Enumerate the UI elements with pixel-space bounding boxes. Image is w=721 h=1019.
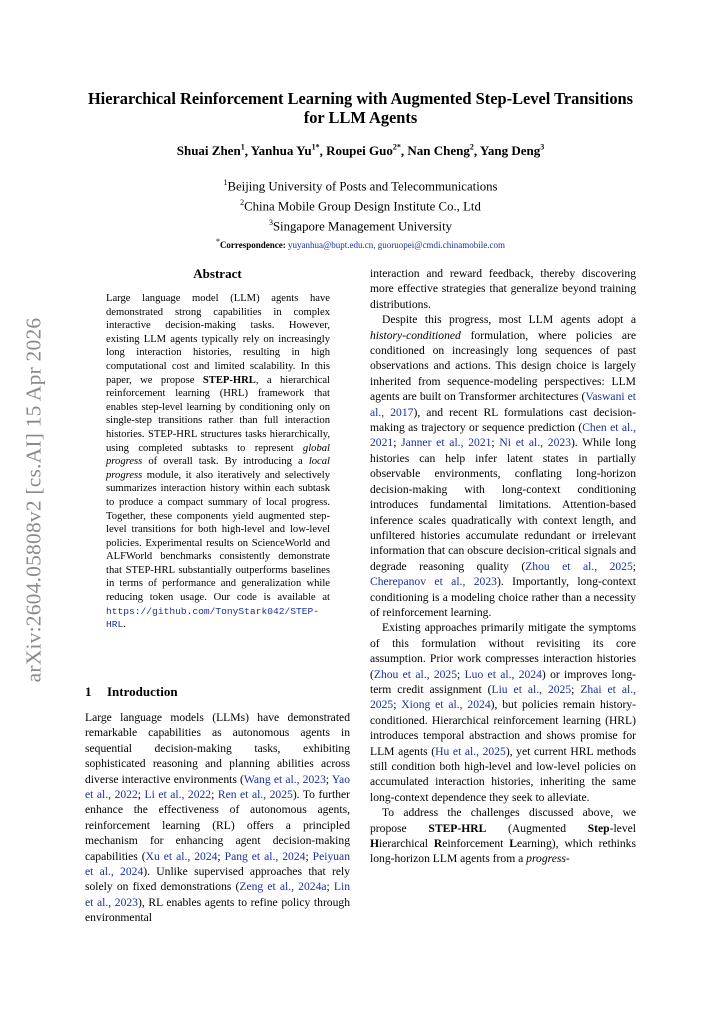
citation[interactable]: Xiong et al., 2024	[401, 698, 491, 712]
abstract-heading: Abstract	[193, 266, 242, 281]
citation[interactable]: Xu et al., 2024	[145, 849, 218, 863]
correspondence-emails[interactable]: yuyanhua@bupt.edu.cn, guoruopei@cmdi.chinamobile.com	[288, 239, 506, 250]
author: Roupei Guo$^{2*}$	[326, 143, 401, 159]
paragraph: Despite this progress, most LLM agents adopt a history-conditioned formulation, where policies are conditioned on increasingly long sequences of past observations and actions. This design choice is largely inherited from sequence-modeling perspectives: LLM agents are built on Transformer architectures (Vaswani et al., 2017), and recent RL formulations cast decision-making as trajectory or sequence prediction (Chen et al., 2021; Janner et al., 2021; Ni et al., 2023). While long histories can help infer latent states in partially observable environments, conflating long-horizon decision-making with long-context conditioning introduces fundamental limitations. Attention-based inference scales quadratically with context length, and unfiltered histories accumulate redundant or irrelevant information that can obscure decision-critical signals and degrade reasoning quality (Zhou et al., 2025; Cherepanov et al., 2023). Importantly, long-context conditioning is a modeling choice rather than a necessity of reinforcement learning.	[370, 313, 637, 619]
section-heading: 1 Introduction	[85, 684, 178, 699]
citation[interactable]: Luo et al., 2024	[464, 667, 542, 681]
author: Nan Cheng$^2$	[407, 143, 474, 159]
author: Yanhua $Yu^{1*}$	[250, 143, 320, 159]
citation[interactable]: Zeng et al., 2024a	[239, 880, 327, 894]
author-list: Shuai Zhen$^1$, Yanhua $Yu^{1*}$, Roupei Guo$^{2*}$, Nan Cheng$^2$, Yang Deng$^3$	[176, 143, 545, 159]
arxiv-sidebar-stamp	[20, 300, 48, 700]
citation[interactable]: Wang et al., 2023	[243, 772, 326, 786]
citation[interactable]: Vaswani et al., 2017	[370, 390, 637, 419]
citation[interactable]: Peiyuan et al., 2024	[85, 849, 350, 879]
arxiv-id: arXiv:2604.05808v2 [cs.AI] 15 Apr 2026	[21, 317, 46, 683]
affiliation: $^3$Singapore Management University	[268, 217, 453, 233]
citation[interactable]: Zhou et al., 2025	[525, 559, 633, 573]
citation[interactable]: Hu et al., 2025	[435, 744, 506, 758]
citation[interactable]: Chen et al., 2021	[370, 421, 636, 450]
affiliation: $^2$China Mobile Group Design Institute Co., Ltd	[240, 197, 481, 214]
code-link[interactable]: https://github.com/TonyStark042/STEP-HRL	[106, 605, 320, 631]
citation[interactable]: Zhou et al., 2025	[373, 667, 458, 681]
abstract-body: Large language model (LLM) agents have demonstrated strong capabilities in complex interactive decision-making tasks. However, existing LLM agents typically rely on increasingly long interaction histories, resulting in high computational cost and limited scalability. In this paper, we propose STEP-HRL, a hierarchical reinforcement learning (HRL) framework that enables step-level learning by conditioning only on single-step transitions rather than full interaction histories. STEP-HRL structures tasks hierarchically, using completed subtasks to represent global progress of overall task. By introducing a local progress module, it also iteratively and selectively summarizes interaction history within each subtask to produce a compact summary of local progress. Together, these components yield augmented step-level transitions for both high-level and low-level policies. Experimental results on ScienceWorld and ALFWorld benchmarks consistently demonstrate that STEP-HRL substantially outperforms baselines in terms of performance and generalization while reducing token usage. Our code is available at https://github.com/TonyStark042/STEP-HRL.	[106, 293, 330, 631]
citation[interactable]: Lin et al., 2023	[85, 880, 350, 909]
affiliation: $^1$Beijing University of Posts and Telecommunications	[223, 178, 498, 194]
affiliations	[85, 175, 636, 252]
author: Yang Deng$^3$	[479, 143, 545, 159]
citation[interactable]: Liu et al., 2025	[491, 682, 572, 696]
citation[interactable]: Cherepanov et al., 2023	[370, 575, 497, 589]
intro-left-column	[85, 710, 350, 926]
correspondence: *Correspondence: yuyanhua@bupt.edu.cn, guoruopei@cmdi.chinamobile.com	[215, 236, 506, 250]
citation[interactable]: Ni et al., 2023	[499, 436, 571, 450]
author: Shuai Zhen$^1$	[176, 143, 245, 159]
citation[interactable]: Yao et al., 2022	[85, 772, 350, 802]
right-column	[370, 266, 636, 867]
citation[interactable]: Janner et al., 2021	[401, 436, 492, 450]
citation[interactable]: Pang et al., 2024	[224, 849, 306, 863]
citation[interactable]: Zhai et al., 2025	[370, 682, 636, 712]
paper-title: Hierarchical Reinforcement Learning with Augmented Step-Level Transitions for LLM Agents	[87, 89, 634, 127]
paragraph: interaction and reward feedback, thereby discovering more effective strategies that generalize beyond training distributions.	[370, 267, 636, 311]
paragraph: To address the challenges discussed above, we propose STEP-HRL (Augmented Step-level Hierarchical Reinforcement Learning), which rethinks long-horizon LLM agents from a progress-	[370, 806, 636, 866]
paragraph: Existing approaches primarily mitigate the symptoms of this formulation without revisiting its core assumption. Prior work compresses interaction histories (Zhou et al., 2025; Luo et al., 2024) or improves long-term credit assignment (Liu et al., 2025; Zhai et al., 2025; Xiong et al., 2024), but policies remain history-conditioned. Hierarchical reinforcement learning (HRL) introduces temporal abstraction and shows promise for LLM agents (Hu et al., 2025), yet current HRL methods still condition both high-level and low-level policies on accumulated interaction histories, inheriting the same long-context dependence they seek to alleviate.	[370, 621, 637, 804]
citation[interactable]: Li et al., 2022	[144, 788, 212, 802]
paragraph: Large language models (LLMs) have demonstrated remarkable capabilities as autonomous agents in sequential decision-making tasks, exhibiting sophisticated reasoning and planning abilities across diverse interactive environments (Wang et al., 2023; Yao et al., 2022; Li et al., 2022; Ren et al., 2025). To further enhance the effectiveness of autonomous agents, reinforcement learning (RL) offers a principled mechanism for enhancing agent decision-making capabilities (Xu et al., 2024; Pang et al., 2024; Peiyuan et al., 2024). Unlike supervised approaches that rely solely on fixed demonstrations (Zeng et al., 2024a; Lin et al., 2023), RL enables agents to refine policy through environmental	[85, 711, 351, 925]
citation[interactable]: Ren et al., 2025	[217, 788, 293, 802]
